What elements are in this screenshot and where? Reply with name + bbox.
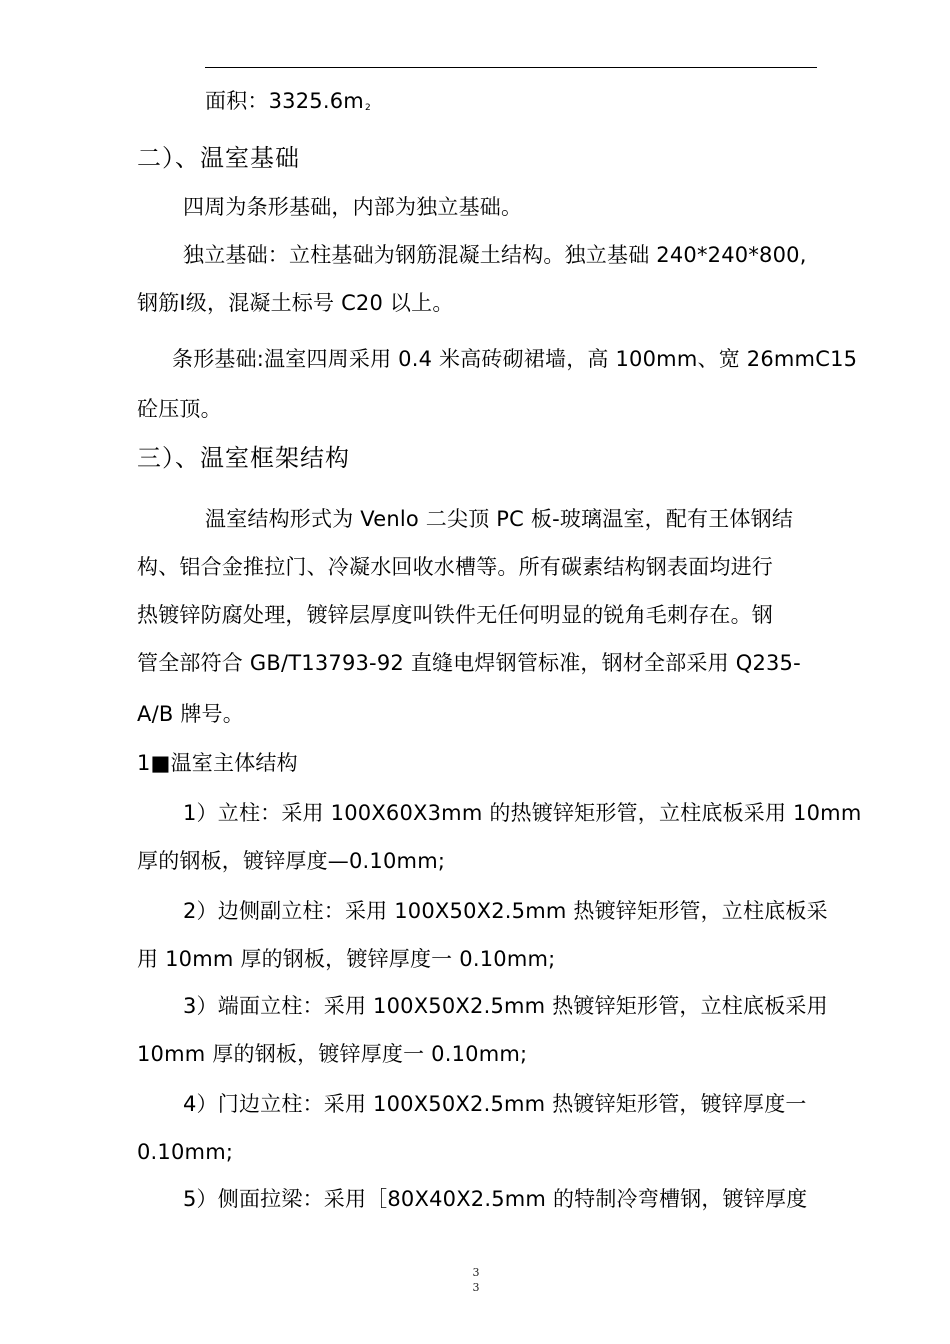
section-2-paragraph-1: 四周为条形基础，内部为独立基础。 — [183, 195, 523, 219]
section-3-heading: 三）、温室框架结构 — [137, 444, 350, 472]
area-unit-subscript: 2 — [364, 103, 371, 113]
item-2-line-2: 用 10mm 厚的钢板，镀锌厚度一 0.10mm; — [137, 947, 556, 971]
section-2-paragraph-3-line-2: 砼压顶。 — [137, 397, 222, 421]
section-2-heading: 二）、温室基础 — [137, 144, 300, 172]
item-5-line-1: 5）侧面拉梁：采用［80X40X2.5mm 的特制冷弯槽钢，镀锌厚度 — [183, 1187, 808, 1211]
item-4-line-1: 4）门边立柱：采用 100X50X2.5mm 热镀锌矩形管，镀锌厚度一 — [183, 1092, 807, 1116]
item-2-line-1: 2）边侧副立柱：采用 100X50X2.5mm 热镀锌矩形管，立柱底板采 — [183, 899, 828, 923]
item-4-line-2: 0.10mm; — [137, 1140, 234, 1164]
area-line — [205, 87, 371, 122]
header-rule — [205, 67, 817, 68]
item-3-line-2: 10mm 厚的钢板，镀锌厚度一 0.10mm; — [137, 1042, 528, 1066]
section-3-paragraph-line: 热镀锌防腐处理，镀锌层厚度叫铁件无任何明显的锐角毛刺存在。钢 — [137, 603, 773, 627]
section-3-paragraph-line: 温室结构形式为 Venlo 二尖顶 PC 板-玻璃温室，配有王体钢结 — [205, 507, 794, 531]
page-number-bottom: 3 — [472, 1281, 480, 1294]
area-text: 面积：3325.6m — [205, 89, 364, 113]
section-3-paragraph-line: A/B 牌号。 — [137, 702, 244, 726]
section-2-paragraph-2-line-1: 独立基础：立柱基础为钢筋混凝土结构。独立基础 240*240*800, — [183, 243, 807, 267]
page-number-top: 3 — [472, 1266, 480, 1279]
section-3-paragraph-line: 构、铝合金推拉门、冷凝水回收水槽等。所有碳素结构钢表面均进行 — [137, 555, 773, 579]
section-3-paragraph-line: 管全部符合 GB/T13793-92 直缝电焊钢管标准，钢材全部采用 Q235- — [137, 651, 801, 675]
item-1-line-1: 1）立柱：采用 100X60X3mm 的热镀锌矩形管，立柱底板采用 10mm — [183, 801, 862, 825]
subsection-1-title: 1■温室主体结构 — [137, 751, 298, 775]
section-2-paragraph-2-line-2: 钢筋Ⅰ级，混凝土标号 C20 以上。 — [137, 291, 454, 315]
item-3-line-1: 3）端面立柱：采用 100X50X2.5mm 热镀锌矩形管，立柱底板采用 — [183, 994, 828, 1018]
item-1-line-2: 厚的钢板，镀锌厚度—0.10mm; — [137, 849, 446, 873]
section-2-paragraph-3-line-1: 条形基础:温室四周采用 0.4 米高砖砌裙墙，高 100mm、宽 26mmC15 — [172, 347, 858, 371]
